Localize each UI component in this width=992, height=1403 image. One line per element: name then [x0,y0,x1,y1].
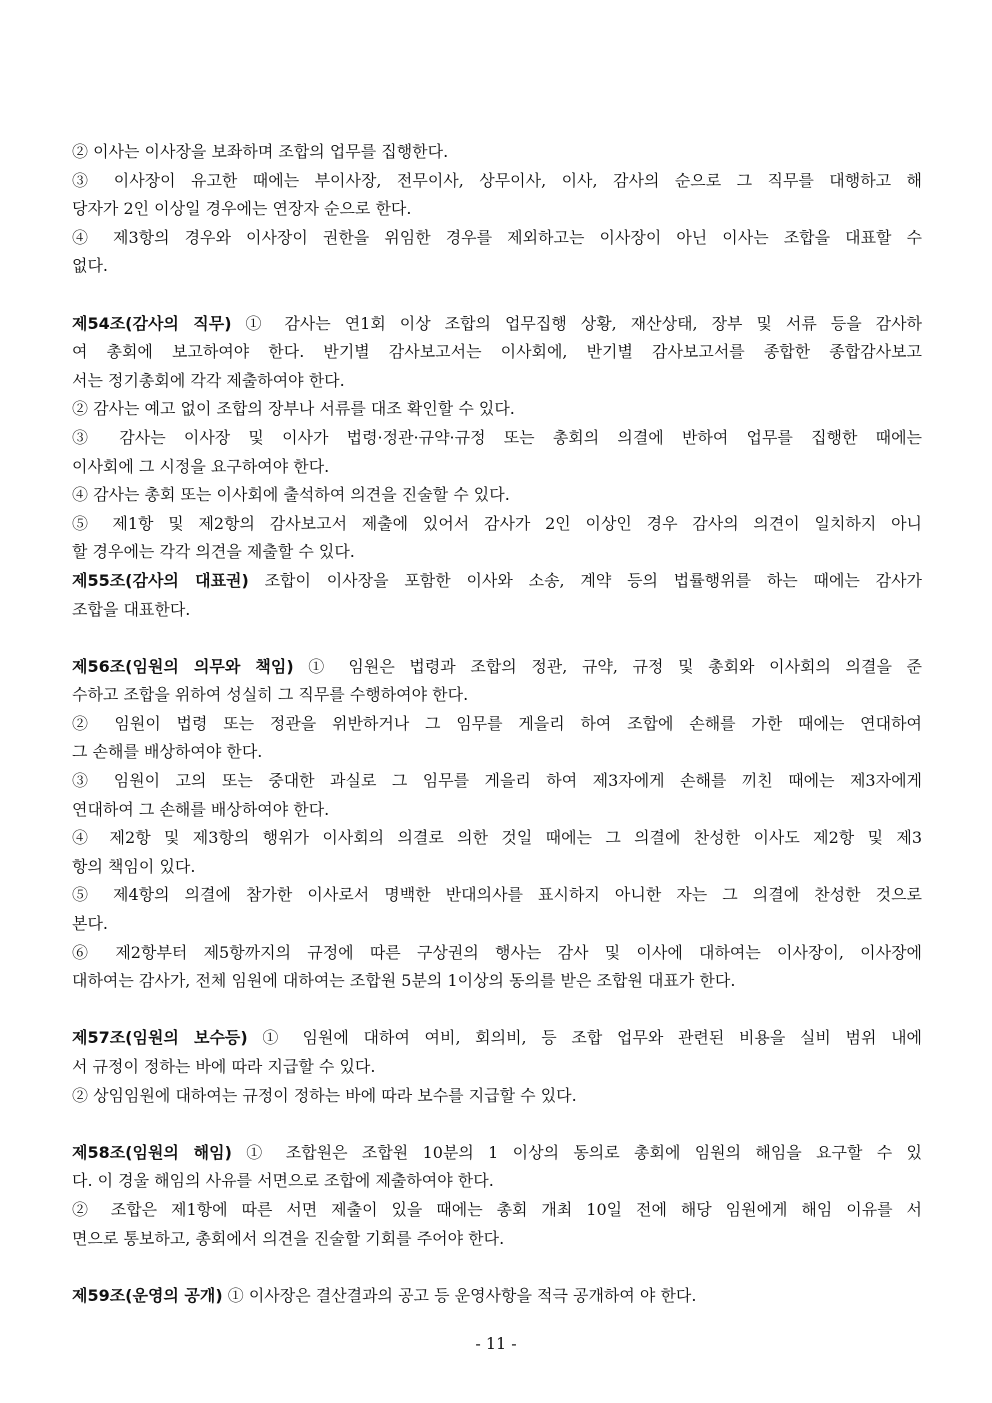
text-line: 할 경우에는 각각 의견을 제출할 수 있다. [72,542,355,562]
text-line: 그 손해를 배상하여야 한다. [72,742,263,762]
text-line: 당자가 2인 이상일 경우에는 연장자 순으로 한다. [72,199,412,219]
page-number: - 11 - [475,1334,517,1353]
article-title: 제57조(임원의 보수등) [72,1028,248,1048]
text-line [72,567,922,596]
text-line [72,1024,922,1053]
paragraph-gap [72,624,922,653]
article-title: 제55조(감사의 대표권) [72,570,249,590]
text-line: ② 감사는 예고 없이 조합의 장부나 서류를 대조 확인할 수 있다. [72,399,515,419]
text-line: 대하여는 감사가, 전체 임원에 대하여는 조합원 5분의 1이상의 동의를 받은 조합원 대표가 한다. [72,971,736,991]
article-title: 제56조(임원의 의무와 책임) [72,656,294,676]
text-line [72,653,922,682]
paragraph-gap [72,1110,922,1139]
document-body [72,138,922,1310]
text-line: ② 이사는 이사장을 보좌하며 조합의 업무를 집행한다. [72,142,449,161]
text-line: ③ 임원이 고의 또는 중대한 과실로 그 임무를 게을리 하여 제3자에게 손해를 끼친 때에는 제3자에게 [72,771,922,791]
text-line: ② 조합은 제1항에 따른 서면 제출이 있을 때에는 총회 개최 10일 전에 해당 임원에게 해임 이유를 서 [72,1199,922,1219]
text-line: 없다. [72,256,108,276]
text-line: 면으로 통보하고, 총회에서 의견을 진술할 기회를 주어야 한다. [72,1228,505,1248]
text-line: 조합을 대표한다. [72,599,191,619]
text-line: ④ 감사는 총회 또는 이사회에 출석하여 의견을 진술할 수 있다. [72,485,510,505]
article-55 [72,567,922,624]
article-title: 제59조(운영의 공개) [72,1285,223,1305]
article-text: ① 조합원은 조합원 10분의 1 이상의 동의로 총회에 임원의 해임을 요구할 수 있 [231,1142,922,1162]
text-line: ④ 제2항 및 제3항의 행위가 이사회의 의결로 의한 것일 때에는 그 의결에 찬성한 이사도 제2항 및 제3 [72,828,922,848]
text-line: 이사회에 그 시정을 요구하여야 한다. [72,456,330,476]
paragraph-gap [72,281,922,310]
article-title: 제58조(임원의 해임) [72,1142,232,1162]
text-line [72,310,922,339]
text-line: ④ 제3항의 경우와 이사장이 권한을 위임한 경우를 제외하고는 이사장이 아닌 이사는 조합을 대표할 수 [72,227,922,247]
text-line: ⑥ 제2항부터 제5항까지의 규정에 따른 구상권의 행사는 감사 및 이사에 대하여는 이사장이, 이사장에 [72,942,922,962]
article-54 [72,310,922,567]
paragraph-gap [72,996,922,1025]
article-58 [72,1139,922,1253]
article-59 [72,1282,922,1311]
article-text: 조합이 이사장을 포함한 이사와 소송, 계약 등의 법률행위를 하는 때에는 감사가 [248,570,922,590]
text-line: ③ 이사장이 유고한 때에는 부이사장, 전무이사, 상무이사, 이사, 감사의 순으로 그 직무를 대행하고 해 [72,170,922,190]
text-line: 서 규정이 정하는 바에 따라 지급할 수 있다. [72,1057,376,1076]
text-line: 서는 정기총회에 각각 제출하여야 한다. [72,370,345,390]
article-text: ① 이사장은 결산결과의 공고 등 운영사항을 적극 공개하여 야 한다. [222,1285,697,1305]
text-line: ⑤ 제1항 및 제2항의 감사보고서 제출에 있어서 감사가 2인 이상인 경우 감사의 의견이 일치하지 아니 [72,513,922,533]
text-line: 항의 책임이 있다. [72,856,196,876]
text-line: ② 상임임원에 대하여는 규정이 정하는 바에 따라 보수를 지급할 수 있다. [72,1085,577,1105]
article-text: ① 임원은 법령과 조합의 정관, 규약, 규정 및 총회와 이사회의 의결을 준 [293,656,922,676]
article-text: ① 임원에 대하여 여비, 회의비, 등 조합 업무와 관련된 비용을 실비 범위 내에 [247,1028,922,1048]
article-53-continued [72,138,922,281]
text-line: ② 임원이 법령 또는 정관을 위반하거나 그 임무를 게을리 하여 조합에 손해를 가한 때에는 연대하여 [72,713,922,733]
paragraph-gap [72,1253,922,1282]
text-line: 연대하여 그 손해를 배상하여야 한다. [72,799,330,819]
text-line [72,1282,922,1311]
text-line: ③ 감사는 이사장 및 이사가 법령·정관·규약·규정 또는 총회의 의결에 반하여 업무를 집행한 때에는 [72,427,922,447]
text-line: ⑤ 제4항의 의결에 참가한 이사로서 명백한 반대의사를 표시하지 아니한 자는 그 의결에 찬성한 것으로 [72,885,922,905]
text-line: 다. 이 경울 해임의 사유를 서면으로 조합에 제출하여야 한다. [72,1171,494,1191]
text-line: 여 총회에 보고하여야 한다. 반기별 감사보고서는 이사회에, 반기별 감사보고서를 종합한 종합감사보고 [72,342,922,362]
text-line [72,1139,922,1168]
article-56 [72,653,922,996]
article-text: ① 감사는 연1회 이상 조합의 업무집행 상황, 재산상태, 장부 및 서류 등을 감사하 [231,313,922,333]
text-line: 수하고 조합을 위하여 성실히 그 직무를 수행하여야 한다. [72,685,469,705]
article-title: 제54조(감사의 직무) [72,313,232,333]
article-57 [72,1024,922,1110]
text-line: 본다. [72,914,108,934]
